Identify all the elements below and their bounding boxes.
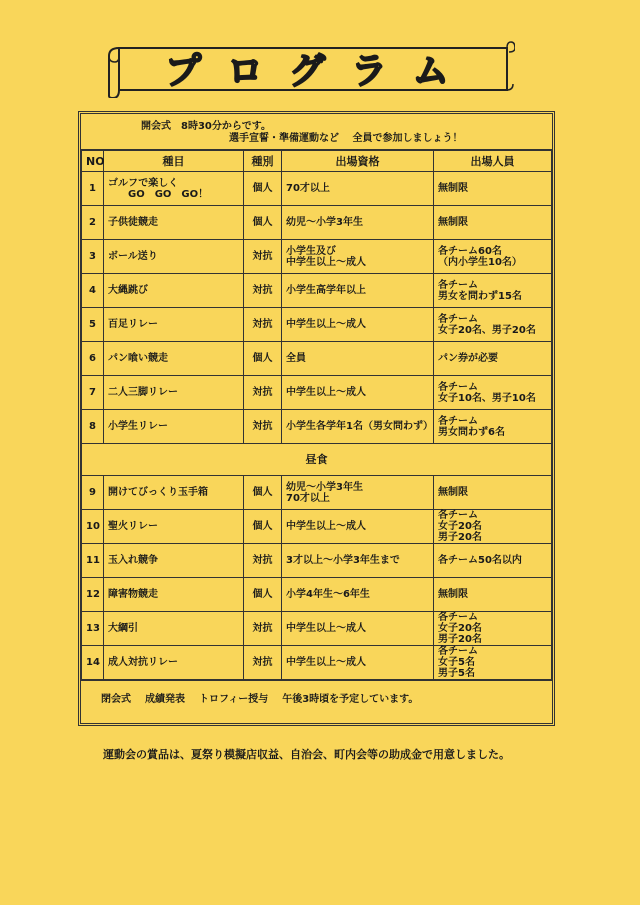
row-event: 百足リレー (104, 308, 244, 342)
header-no: NO (82, 151, 104, 172)
row-no: 2 (82, 206, 104, 240)
table-row (82, 240, 552, 274)
opening-line-2: 選手宣誓・準備運動など 全員で参加しましょう！ (229, 133, 463, 144)
row-participants: パン券が必要 (434, 342, 552, 376)
row-kind: 対抗 (244, 612, 282, 646)
row-no: 14 (82, 646, 104, 680)
row-kind: 対抗 (244, 544, 282, 578)
row-no: 8 (82, 410, 104, 444)
table-row (82, 476, 552, 510)
opening-info (81, 114, 552, 150)
row-event: 小学生リレー (104, 410, 244, 444)
table-row (82, 376, 552, 410)
table-row (82, 510, 552, 544)
row-qualification: 幼児～小学3年生 (282, 206, 434, 240)
row-kind: 個人 (244, 476, 282, 510)
row-event: 玉入れ競争 (104, 544, 244, 578)
title-banner (105, 40, 515, 98)
row-qualification: 70才以上 (282, 172, 434, 206)
table-row (82, 342, 552, 376)
header-kind: 種別 (244, 151, 282, 172)
row-qualification: 中学生以上～成人 (282, 510, 434, 544)
row-qualification: 3才以上～小学3年生まで (282, 544, 434, 578)
closing-info (81, 680, 552, 713)
row-qualification: 中学生以上～成人 (282, 646, 434, 680)
row-participants: 無制限 (434, 206, 552, 240)
header-participants: 出場人員 (434, 151, 552, 172)
row-event: 開けてびっくり玉手箱 (104, 476, 244, 510)
row-no: 7 (82, 376, 104, 410)
table-row (82, 172, 552, 206)
table-row (82, 410, 552, 444)
prize-note: 運動会の賞品は、夏祭り模擬店収益、自治会、町内会等の助成金で用意しました。 (103, 748, 510, 761)
row-kind: 対抗 (244, 646, 282, 680)
row-event: ボール送り (104, 240, 244, 274)
row-qualification: 小学生各学年1名（男女問わず） (282, 410, 434, 444)
row-no: 10 (82, 510, 104, 544)
program-table (81, 150, 552, 680)
row-kind: 対抗 (244, 240, 282, 274)
row-event: 障害物競走 (104, 578, 244, 612)
row-kind: 対抗 (244, 274, 282, 308)
row-kind: 個人 (244, 510, 282, 544)
row-qualification: 小学4年生～6年生 (282, 578, 434, 612)
lunch-label: 昼食 (82, 444, 552, 476)
row-event: パン喰い競走 (104, 342, 244, 376)
row-qualification: 中学生以上～成人 (282, 308, 434, 342)
row-event: 聖火リレー (104, 510, 244, 544)
closing-time: 午後3時頃を予定しています。 (282, 693, 419, 705)
row-event: 大綱引 (104, 612, 244, 646)
row-participants: 各チーム 女子20名 男子20名 (434, 510, 552, 544)
row-participants: 各チーム 女子10名、男子10名 (434, 376, 552, 410)
table-row (82, 308, 552, 342)
row-event: 大縄跳び (104, 274, 244, 308)
row-no: 4 (82, 274, 104, 308)
row-event: 子供徒競走 (104, 206, 244, 240)
row-qualification: 小学生及び 中学生以上～成人 (282, 240, 434, 274)
trophy-award: トロフィー授与 (199, 693, 269, 705)
row-qualification: 幼児～小学3年生 70才以上 (282, 476, 434, 510)
results-announcement: 成績発表 (145, 693, 185, 705)
page-title: プログラム (165, 50, 475, 92)
event-line-2: GO GO GO！ (128, 188, 209, 200)
row-participants: 各チーム 男女問わず6名 (434, 410, 552, 444)
row-no: 13 (82, 612, 104, 646)
row-event: 二人三脚リレー (104, 376, 244, 410)
program-table-frame (78, 111, 555, 726)
row-event (104, 172, 244, 206)
row-kind: 対抗 (244, 376, 282, 410)
table-row (82, 274, 552, 308)
table-row (82, 206, 552, 240)
row-kind: 対抗 (244, 410, 282, 444)
row-qualification: 中学生以上～成人 (282, 612, 434, 646)
row-participants: 各チーム 女子20名、男子20名 (434, 308, 552, 342)
row-participants: 各チーム 女子5名 男子5名 (434, 646, 552, 680)
row-qualification: 小学生高学年以上 (282, 274, 434, 308)
closing-ceremony: 閉会式 (101, 693, 131, 705)
table-row (82, 646, 552, 680)
row-participants: 各チーム 男女を問わず15名 (434, 274, 552, 308)
row-participants: 無制限 (434, 476, 552, 510)
event-line-1: ゴルフで楽しく (108, 177, 179, 189)
row-qualification: 全員 (282, 342, 434, 376)
table-row (82, 612, 552, 646)
header-qualification: 出場資格 (282, 151, 434, 172)
row-no: 3 (82, 240, 104, 274)
opening-line-1: 開会式 8時30分からです。 (141, 121, 271, 132)
row-kind: 個人 (244, 342, 282, 376)
row-kind: 個人 (244, 206, 282, 240)
row-kind: 個人 (244, 172, 282, 206)
row-no: 1 (82, 172, 104, 206)
row-no: 12 (82, 578, 104, 612)
row-no: 6 (82, 342, 104, 376)
row-qualification: 中学生以上～成人 (282, 376, 434, 410)
row-no: 9 (82, 476, 104, 510)
row-no: 5 (82, 308, 104, 342)
lunch-row (82, 444, 552, 476)
row-participants: 無制限 (434, 578, 552, 612)
row-kind: 対抗 (244, 308, 282, 342)
table-header-row (82, 151, 552, 172)
table-row (82, 544, 552, 578)
row-participants: 各チーム 女子20名 男子20名 (434, 612, 552, 646)
row-event: 成人対抗リレー (104, 646, 244, 680)
header-event: 種目 (104, 151, 244, 172)
table-row (82, 578, 552, 612)
row-kind: 個人 (244, 578, 282, 612)
row-no: 11 (82, 544, 104, 578)
row-participants: 各チーム50名以内 (434, 544, 552, 578)
row-participants: 各チーム60名 （内小学生10名） (434, 240, 552, 274)
row-participants: 無制限 (434, 172, 552, 206)
